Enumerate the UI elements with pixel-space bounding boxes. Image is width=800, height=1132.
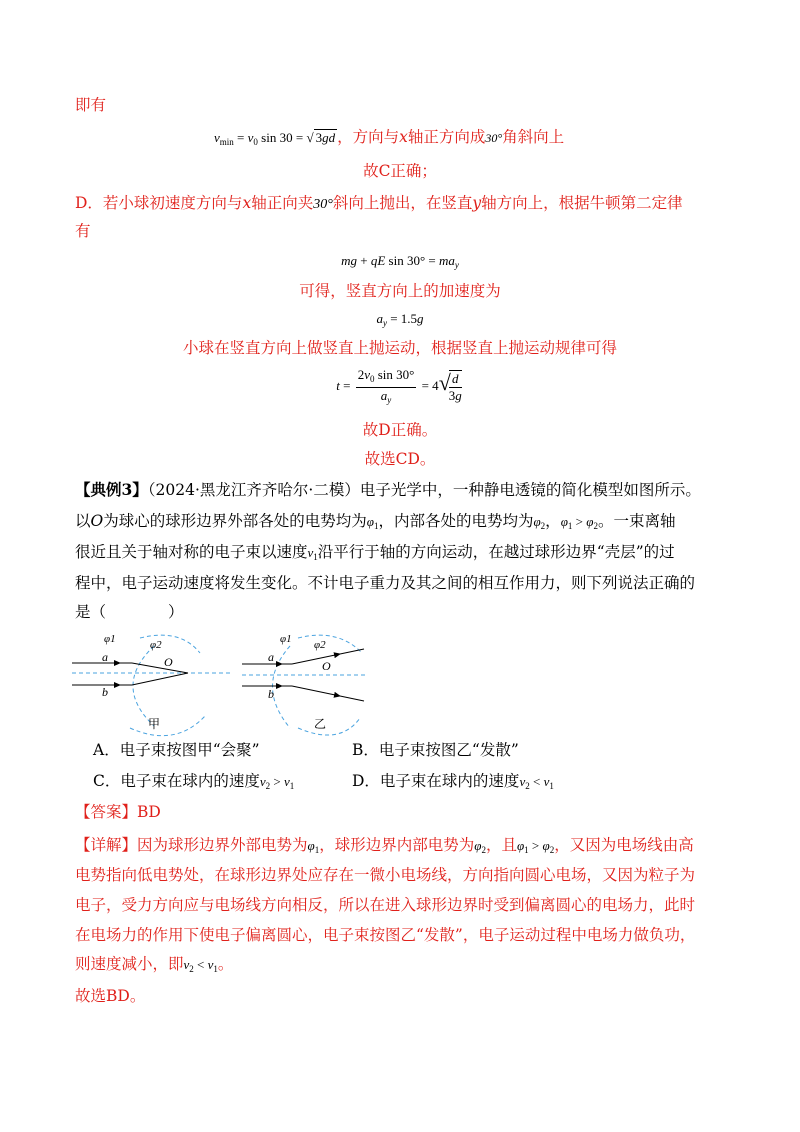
text-line: 即有 — [75, 96, 107, 114]
formula-newton: mg + qE $\sin 30^\circ = ma_y$ — [341, 253, 459, 270]
answer-label: 【答案】 — [75, 803, 138, 821]
figure-electrostatic-lens — [70, 628, 370, 738]
caption-left: 甲 — [148, 717, 161, 731]
formula-time: t = $\frac{2v_0 \sin 30^\circ}{a_y}$ = 4√ $\frac{d}{3g}$ — [336, 366, 462, 405]
label-O: O — [322, 659, 331, 673]
analysis-line: 故选BD。 — [75, 987, 146, 1005]
question-line: 很近且关于轴对称的电子束以速度$v_1$沿平行于轴的方向运动，在越过球形边界“壳层”的过 — [75, 543, 675, 562]
answer-line — [75, 801, 161, 823]
option-B: B．电子束按图乙“发散” — [352, 741, 519, 759]
boundary-arc — [298, 635, 362, 653]
text-line: D．若小球初速度方向与x轴正向夹30°斜向上抛出，在竖直y轴方向上，根据牛顿第二定律 — [75, 194, 683, 212]
label-phi2: φ2 — [150, 639, 162, 651]
question-line: 以O为球心的球形边界外部各处的电势均为$\varphi_1$，内部各处的电势均为$\varphi_2$，$\varphi_1 > \varphi_2$。一束离轴 — [75, 512, 676, 531]
analysis-line: 则速度减小，即$v_2 < v_1$。 — [75, 955, 234, 974]
boundary-arc — [140, 635, 200, 653]
figure-left — [72, 633, 230, 736]
answer-value: BD — [137, 803, 161, 821]
text-line: 有 — [75, 222, 91, 240]
boundary-arc — [130, 716, 205, 736]
option-D: D．电子束在球内的速度$v_2 < v_1$ — [352, 772, 554, 791]
question-line: 【典例3】（2024·黑龙江齐齐哈尔·二模）电子光学中，一种静电透镜的简化模型如图所示。 — [75, 480, 701, 499]
option-C: C．电子束在球内的速度$v_2 > v_1$ — [93, 772, 295, 791]
text-line: 小球在竖直方向上做竖直上抛运动，根据竖直上抛运动规律可得 — [182, 339, 617, 357]
formula-accel: $a_y = 1.5g$ — [376, 311, 424, 328]
label-a: a — [268, 650, 274, 664]
text-line: 可得，竖直方向上的加速度为 — [299, 282, 501, 300]
label-b: b — [268, 687, 274, 701]
text-line: 故C正确； — [363, 162, 437, 180]
boundary-arc — [133, 646, 154, 726]
analysis-line: 【详解】因为球形边界外部电势为$\varphi_1$，球形边界内部电势为$\varphi_2$，且$\varphi_1 > \varphi_2$，又因为电场线由高 — [75, 836, 694, 855]
label-a: a — [102, 650, 108, 664]
question-line: 程中，电子运动速度将发生变化。不计电子重力及其之间的相互作用力，则下列说法正确的 — [75, 574, 696, 592]
option-A: A．电子束按图甲“会聚” — [93, 741, 260, 759]
boundary-arc — [298, 718, 360, 735]
analysis-line: 电势指向低电势处，在球形边界处应存在一微小电场线，方向指向圆心电场，又因为粒子为 — [75, 866, 696, 884]
analysis-line: 电子，受力方向应与电场线方向相反，所以在进入球形边界时受到偏离圆心的电场力，此时 — [75, 896, 696, 914]
analysis-line: 在电场力的作用下使电子偏离圆心，电子束按图乙“发散”，电子运动过程中电场力做负功， — [75, 926, 696, 944]
label-phi2: φ2 — [314, 639, 326, 651]
label-phi1: φ1 — [280, 633, 292, 645]
label-b: b — [102, 685, 108, 699]
label-phi1: φ1 — [104, 633, 116, 645]
figure-right — [242, 633, 365, 735]
question-line: 是（ ） — [75, 603, 184, 621]
label-O: O — [164, 655, 173, 669]
text-line: 故选CD。 — [364, 450, 436, 468]
boundary-arc — [273, 646, 291, 728]
formula-vmin: $v_{min} = v_0$ sin 30 = √ 3gd ，方向与x轴正方向成30°角斜向上 — [214, 128, 565, 147]
text-line: 故D正确。 — [362, 421, 438, 439]
caption-right: 乙 — [314, 717, 327, 731]
